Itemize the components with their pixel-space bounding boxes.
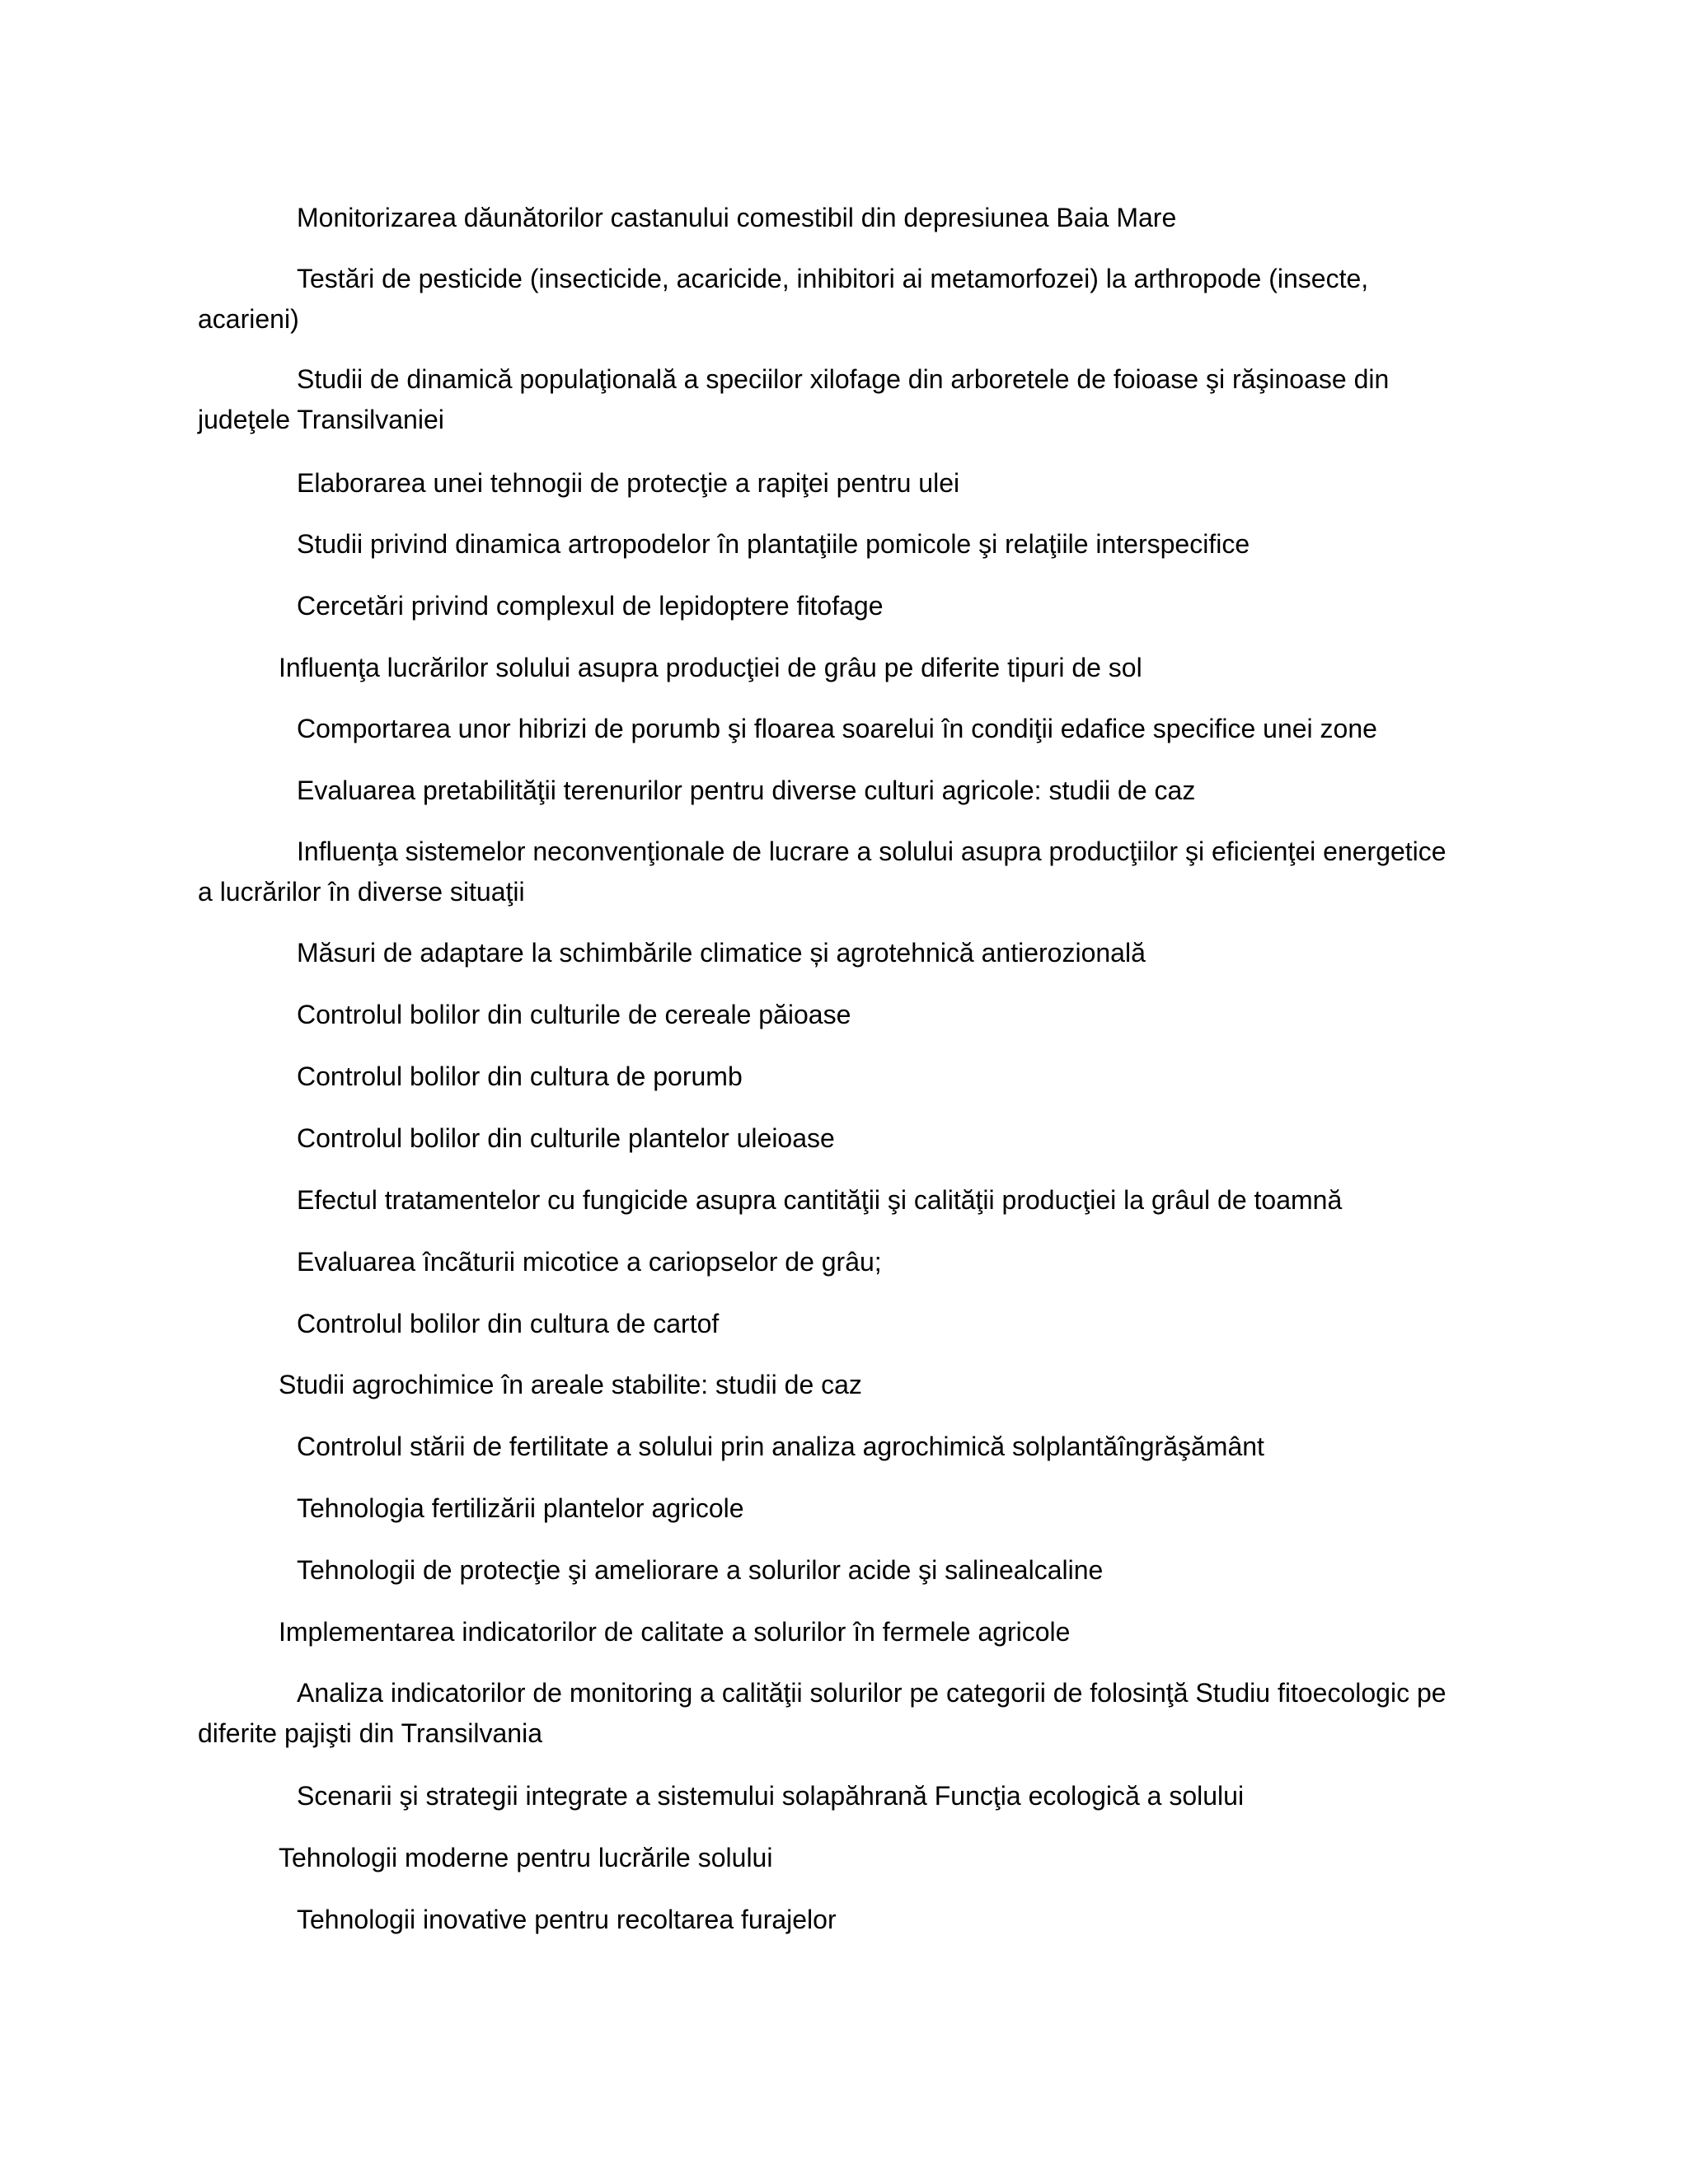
paragraph: Scenarii şi strategii integrate a sistemului solapăhrană Funcţia ecologică a solului xyxy=(297,1781,1245,1811)
paragraph: Elaborarea unei tehnogii de protecţie a rapiţei pentru ulei xyxy=(297,468,960,498)
paragraph: Studii privind dinamica artropodelor în plantaţiile pomicole şi relaţiile interspecifice xyxy=(297,529,1250,559)
paragraph: Analiza indicatorilor de monitoring a calităţii solurilor pe categorii de folosinţă Studiu fitoecologic pe diferite pajişti din Transilvania xyxy=(198,1678,1447,1748)
paragraph: Testări de pesticide (insecticide, acaricide, inhibitori ai metamorfozei) la arthropode (insecte, acarieni) xyxy=(198,264,1369,334)
paragraph: Evaluarea pretabilităţii terenurilor pentru diverse culturi agricole: studii de caz xyxy=(297,776,1196,805)
paragraph: Efectul tratamentelor cu fungicide asupra cantităţii şi calităţii producţiei la grâul de toamnă xyxy=(297,1185,1343,1215)
paragraph: Controlul bolilor din culturile plantelor uleioase xyxy=(297,1123,835,1153)
paragraph: Influenţa lucrărilor solului asupra producţiei de grâu pe diferite tipuri de sol xyxy=(279,653,1142,682)
paragraph: Comportarea unor hibrizi de porumb şi floarea soarelui în condiţii edafice specifice unei zone xyxy=(297,714,1377,743)
paragraph: Cercetări privind complexul de lepidoptere fitofage xyxy=(297,591,884,621)
paragraph: Tehnologii moderne pentru lucrările solului xyxy=(279,1843,773,1872)
paragraph: Evaluarea încãturii micotice a cariopselor de grâu; xyxy=(297,1247,882,1277)
paragraph: Controlul stării de fertilitate a solului prin analiza agrochimică solplantăîngrăşământ xyxy=(297,1432,1264,1461)
paragraph: Influenţa sistemelor neconvenţionale de lucrare a solului asupra producţiilor şi eficienţei energetice a lucrărilor în diverse situaţii xyxy=(198,837,1447,907)
paragraph: Controlul bolilor din cultura de porumb xyxy=(297,1062,743,1091)
paragraph: Monitorizarea dăunătorilor castanului comestibil din depresiunea Baia Mare xyxy=(297,203,1177,232)
paragraph: Măsuri de adaptare la schimbările climatice și agrotehnică antierozională xyxy=(297,938,1146,968)
paragraph: Controlul bolilor din culturile de cereale păioase xyxy=(297,1000,851,1029)
paragraph: Studii de dinamică populaţională a speciilor xilofage din arboretele de foioase şi răşinoase din judeţele Transilvaniei xyxy=(198,364,1390,434)
paragraph: Tehnologia fertilizării plantelor agricole xyxy=(297,1493,744,1523)
paragraph: Implementarea indicatorilor de calitate a solurilor în fermele agricole xyxy=(279,1617,1071,1647)
paragraph: Tehnologii de protecţie şi ameliorare a solurilor acide şi salinealcaline xyxy=(297,1555,1104,1585)
paragraph: Tehnologii inovative pentru recoltarea furajelor xyxy=(297,1905,837,1934)
paragraph: Studii agrochimice în areale stabilite: studii de caz xyxy=(279,1370,862,1399)
paragraph: Controlul bolilor din cultura de cartof xyxy=(297,1309,720,1338)
